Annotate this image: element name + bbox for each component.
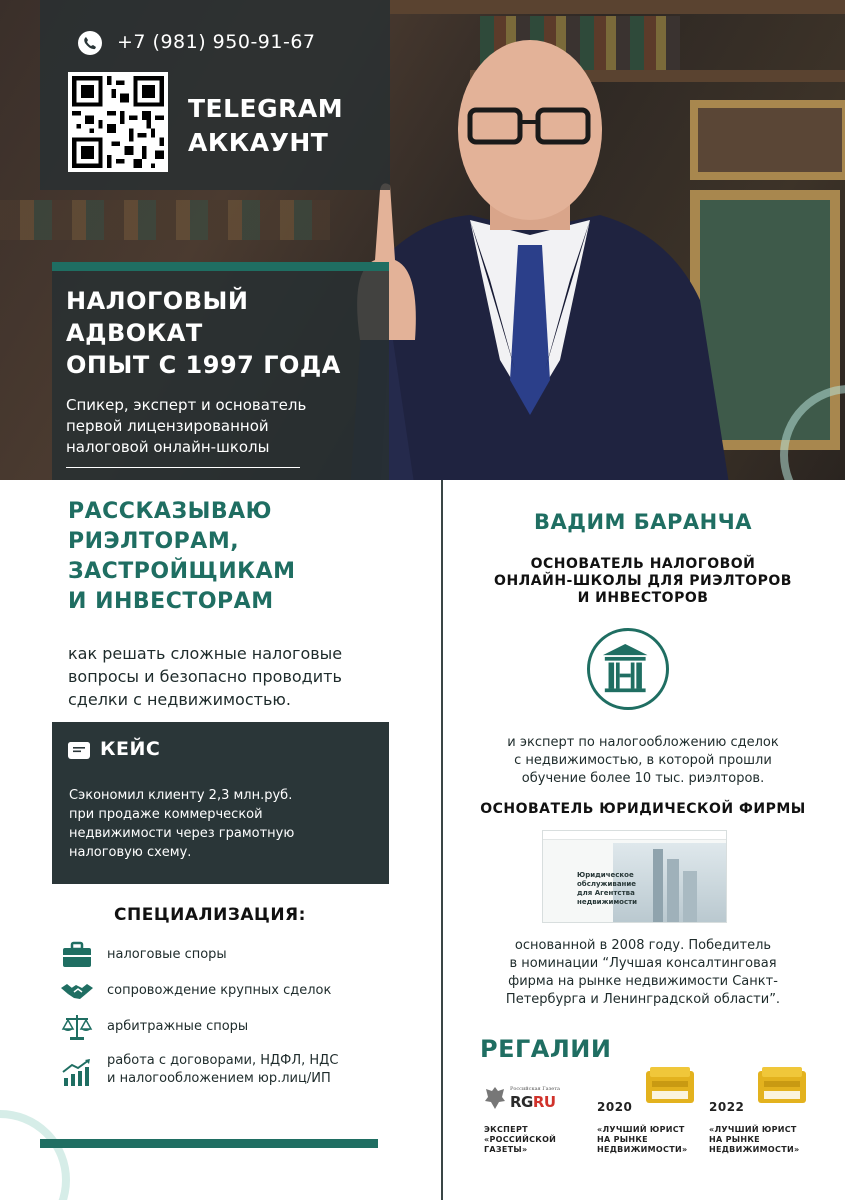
text-line: вопросы и безопасно проводить [68,667,342,686]
headline-line: ОПЫТ С 1997 ГОДА [66,351,341,379]
specialization-text [107,1052,427,1088]
specialization-line: налоговые споры [107,947,227,962]
specialization-item [60,976,430,1010]
award-year: 2022 [709,1100,745,1114]
headline-panel [52,262,389,480]
site-header [543,831,727,840]
books [0,200,330,240]
specialization-title: СПЕЦИАЛИЗАЦИЯ: [114,905,306,925]
founder-firm-title: ОСНОВАТЕЛЬ ЮРИДИЧЕСКОЙ ФИРМЫ [480,801,806,817]
caption-line: ЭКСПЕРТ [484,1125,528,1134]
caption-line: «РОССИЙСКОЙ [484,1135,557,1144]
school-logo [587,628,669,710]
audience-heading [68,497,428,617]
telegram-qr-code[interactable] [68,72,168,172]
rg-accent: RU [532,1093,556,1111]
case-line: при продаже коммерческой [69,807,263,822]
briefcase-icon [60,940,94,970]
rg-main: RG [510,1093,533,1111]
specialization-item [60,940,430,974]
heading-line: РАССКАЗЫВАЮ [68,499,272,524]
firm-line: основанной в 2008 году. Победитель [514,938,772,953]
firm-line: фирма на рынке недвижимости Санкт- [508,974,778,989]
telegram-label-line1: TELEGRAM [188,94,344,123]
caption-line: НЕДВИЖИМОСТИ» [709,1145,800,1154]
heading-line: РИЭЛТОРАМ, [68,529,240,554]
telegram-label-line2: АККАУНТ [188,128,329,157]
site-line: недвижимости [577,898,638,906]
headline-subtitle [66,395,376,458]
telegram-link[interactable] [188,92,343,160]
audience-description [68,642,398,711]
firm-line: в номинации “Лучшая консалтинговая [509,956,777,971]
accent-bar [40,1139,378,1148]
site-headline [577,871,637,907]
specialization-line: работа с договорами, НДФЛ, НДС [107,1053,339,1068]
regalia-title: РЕГАЛИИ [480,1035,612,1063]
divider-line [66,467,300,468]
case-line: Сэкономил клиенту 2,3 млн.руб. [69,788,293,803]
specialization-text [107,982,427,1000]
site-line: обслуживание [577,880,637,888]
firm-line: Петербурга и Ленинградской области”. [505,992,781,1007]
award-badge-icon [644,1065,696,1107]
growth-chart-icon [60,1058,94,1088]
scales-icon [60,1012,94,1042]
award-year: 2020 [597,1100,633,1114]
contact-panel [40,0,390,190]
award-caption [484,1125,556,1155]
case-panel [52,722,389,884]
founder-line: ОНЛАЙН-ШКОЛЫ ДЛЯ РИЭЛТОРОВ [494,573,792,589]
founder-line: И ИНВЕСТОРОВ [577,590,709,606]
subtitle-line: налоговой онлайн-школы [66,438,270,456]
specialization-line: арбитражные споры [107,1019,249,1034]
chat-bubble-icon [68,742,90,759]
site-line: Юридическое [577,871,634,879]
site-line: для Агентства [577,889,635,897]
specialization-item [60,1012,430,1046]
site-tower [653,849,663,923]
specialization-text [107,946,427,964]
rg-wordmark [510,1093,556,1111]
award-caption [597,1125,687,1155]
phone-icon [78,31,102,55]
specialization-item [60,1052,430,1094]
caption-line: НА РЫНКЕ [709,1135,760,1144]
firm-website-screenshot [542,830,727,923]
specialization-line: сопровождение крупных сделок [107,983,332,998]
expert-line: с недвижимостью, в которой прошли [514,753,772,768]
rg-logo [484,1083,564,1113]
award-badge-icon [756,1065,808,1107]
text-line: как решать сложные налоговые [68,644,343,663]
expert-line: обучение более 10 тыс. риэлторов. [521,771,765,786]
bookshelf [390,0,845,14]
headline [66,285,386,381]
award-caption [709,1125,799,1155]
caption-line: ГАЗЕТЫ» [484,1145,528,1154]
headline-line: НАЛОГОВЫЙ [66,287,249,315]
case-line: недвижимости через грамотную [69,826,295,841]
headline-line: АДВОКАТ [66,319,203,347]
founder-line: ОСНОВАТЕЛЬ НАЛОГОВОЙ [530,556,756,572]
case-description [69,786,369,862]
specialization-line: и налогообложением юр.лиц/ИП [107,1071,331,1086]
person-name: ВАДИМ БАРАНЧА [534,510,752,534]
hero-section [0,0,845,480]
heading-line: ЗАСТРОЙЩИКАМ [68,559,296,584]
caption-line: НА РЫНКЕ [597,1135,648,1144]
expert-description [443,734,843,788]
caption-line: НЕДВИЖИМОСТИ» [597,1145,688,1154]
subtitle-line: первой лицензированной [66,417,269,435]
handshake-icon [60,976,94,1006]
specialization-text [107,1018,427,1036]
case-title: КЕЙС [100,738,161,760]
rg-small-label: Российская Газета [510,1086,561,1092]
eagle-emblem-icon [484,1085,506,1111]
decor-ring [0,1110,70,1200]
site-tower [683,871,697,923]
expert-line: и эксперт по налогообложению сделок [507,735,779,750]
heading-line: И ИНВЕСТОРАМ [68,589,274,614]
caption-line: «ЛУЧШИЙ ЮРИСТ [709,1125,797,1134]
case-line: налоговую схему. [69,845,192,860]
founder-school-title [443,556,843,607]
phone-number[interactable]: +7 (981) 950-91-67 [117,31,316,53]
site-tower [667,859,679,923]
caption-line: «ЛУЧШИЙ ЮРИСТ [597,1125,685,1134]
text-line: сделки с недвижимостью. [68,690,291,709]
firm-description [443,937,843,1009]
subtitle-line: Спикер, эксперт и основатель [66,396,307,414]
